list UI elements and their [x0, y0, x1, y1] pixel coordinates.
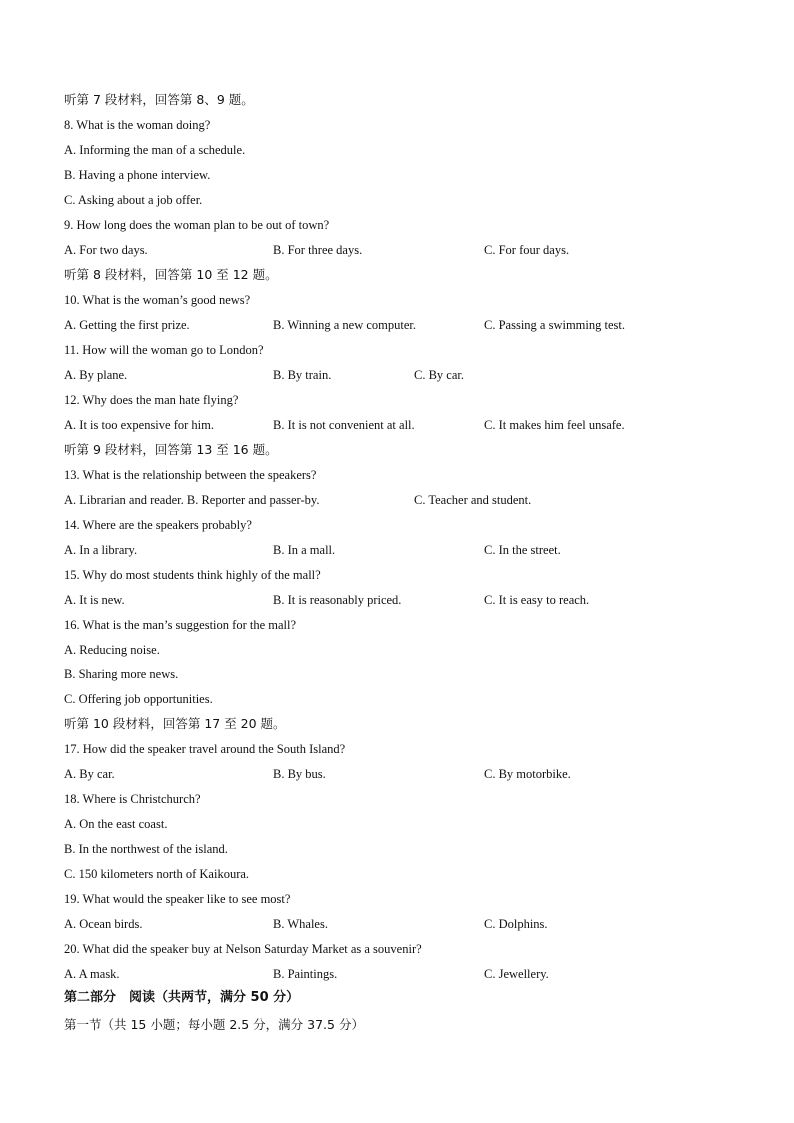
text-line: 16. What is the man’s suggestion for the mall?: [64, 618, 297, 632]
answer-option: C. In the street.: [484, 543, 561, 557]
text-line: B. In the northwest of the island.: [64, 842, 228, 856]
answer-option: C. For four days.: [484, 243, 570, 257]
text-line: B. Sharing more news.: [64, 667, 179, 681]
answer-option: C. Jewellery.: [484, 967, 549, 981]
instruction-line: 听第 10 段材料，回答第 17 至 20 题。: [64, 716, 286, 731]
text-line: 11. How will the woman go to London?: [64, 343, 264, 357]
answer-option: B. By train.: [273, 368, 332, 382]
answer-option: A. Getting the first prize.: [64, 318, 190, 332]
answer-option: B. It is not convenient at all.: [273, 418, 415, 432]
text-line: A. On the east coast.: [64, 817, 168, 831]
text-line: 20. What did the speaker buy at Nelson Saturday Market as a souvenir?: [64, 942, 422, 956]
answer-option: C. By car.: [414, 368, 464, 382]
instruction-line: 听第 7 段材料，回答第 8、9 题。: [64, 92, 254, 107]
answer-option: B. Winning a new computer.: [273, 318, 416, 332]
text-line: 18. Where is Christchurch?: [64, 792, 201, 806]
text-line: 12. Why does the man hate flying?: [64, 393, 239, 407]
answer-option: B. Whales.: [273, 917, 328, 931]
instruction-line: 听第 8 段材料，回答第 10 至 12 题。: [64, 267, 278, 282]
answer-option: A. It is too expensive for him.: [64, 418, 214, 432]
section-heading: 第二部分 阅读（共两节，满分 50 分）: [64, 990, 300, 1005]
answer-option: C. It makes him feel unsafe.: [484, 418, 625, 432]
answer-option: B. Paintings.: [273, 967, 338, 981]
answer-option: C. Passing a swimming test.: [484, 318, 625, 332]
text-line: C. 150 kilometers north of Kaikoura.: [64, 867, 250, 881]
text-line: 8. What is the woman doing?: [64, 118, 211, 132]
answer-option: B. It is reasonably priced.: [273, 593, 402, 607]
answer-option: B. By bus.: [273, 767, 326, 781]
answer-option: C. By motorbike.: [484, 767, 571, 781]
instruction-line: 第一节（共 15 小题；每小题 2.5 分，满分 37.5 分）: [64, 1017, 364, 1032]
text-line: 10. What is the woman’s good news?: [64, 293, 251, 307]
text-line: 17. How did the speaker travel around the South Island?: [64, 742, 346, 756]
answer-option: A. A mask.: [64, 967, 120, 981]
answer-option: B. For three days.: [273, 243, 363, 257]
answer-option: A. Librarian and reader. B. Reporter and passer-by.: [64, 493, 320, 507]
answer-option: B. In a mall.: [273, 543, 336, 557]
answer-option: C. Teacher and student.: [414, 493, 532, 507]
text-line: 13. What is the relationship between the speakers?: [64, 468, 317, 482]
answer-option: C. Dolphins.: [484, 917, 548, 931]
answer-option: A. It is new.: [64, 593, 125, 607]
answer-option: A. By car.: [64, 767, 115, 781]
text-line: 19. What would the speaker like to see most?: [64, 892, 291, 906]
text-line: A. Reducing noise.: [64, 643, 160, 657]
text-line: C. Offering job opportunities.: [64, 692, 213, 706]
answer-option: A. Ocean birds.: [64, 917, 143, 931]
text-line: B. Having a phone interview.: [64, 168, 211, 182]
text-line: A. Informing the man of a schedule.: [64, 143, 246, 157]
answer-option: C. It is easy to reach.: [484, 593, 590, 607]
text-line: 15. Why do most students think highly of the mall?: [64, 568, 321, 582]
instruction-line: 听第 9 段材料，回答第 13 至 16 题。: [64, 442, 278, 457]
text-line: 9. How long does the woman plan to be out of town?: [64, 218, 330, 232]
text-line: C. Asking about a job offer.: [64, 193, 203, 207]
answer-option: A. In a library.: [64, 543, 138, 557]
answer-option: A. For two days.: [64, 243, 148, 257]
answer-option: A. By plane.: [64, 368, 128, 382]
text-line: 14. Where are the speakers probably?: [64, 518, 252, 532]
